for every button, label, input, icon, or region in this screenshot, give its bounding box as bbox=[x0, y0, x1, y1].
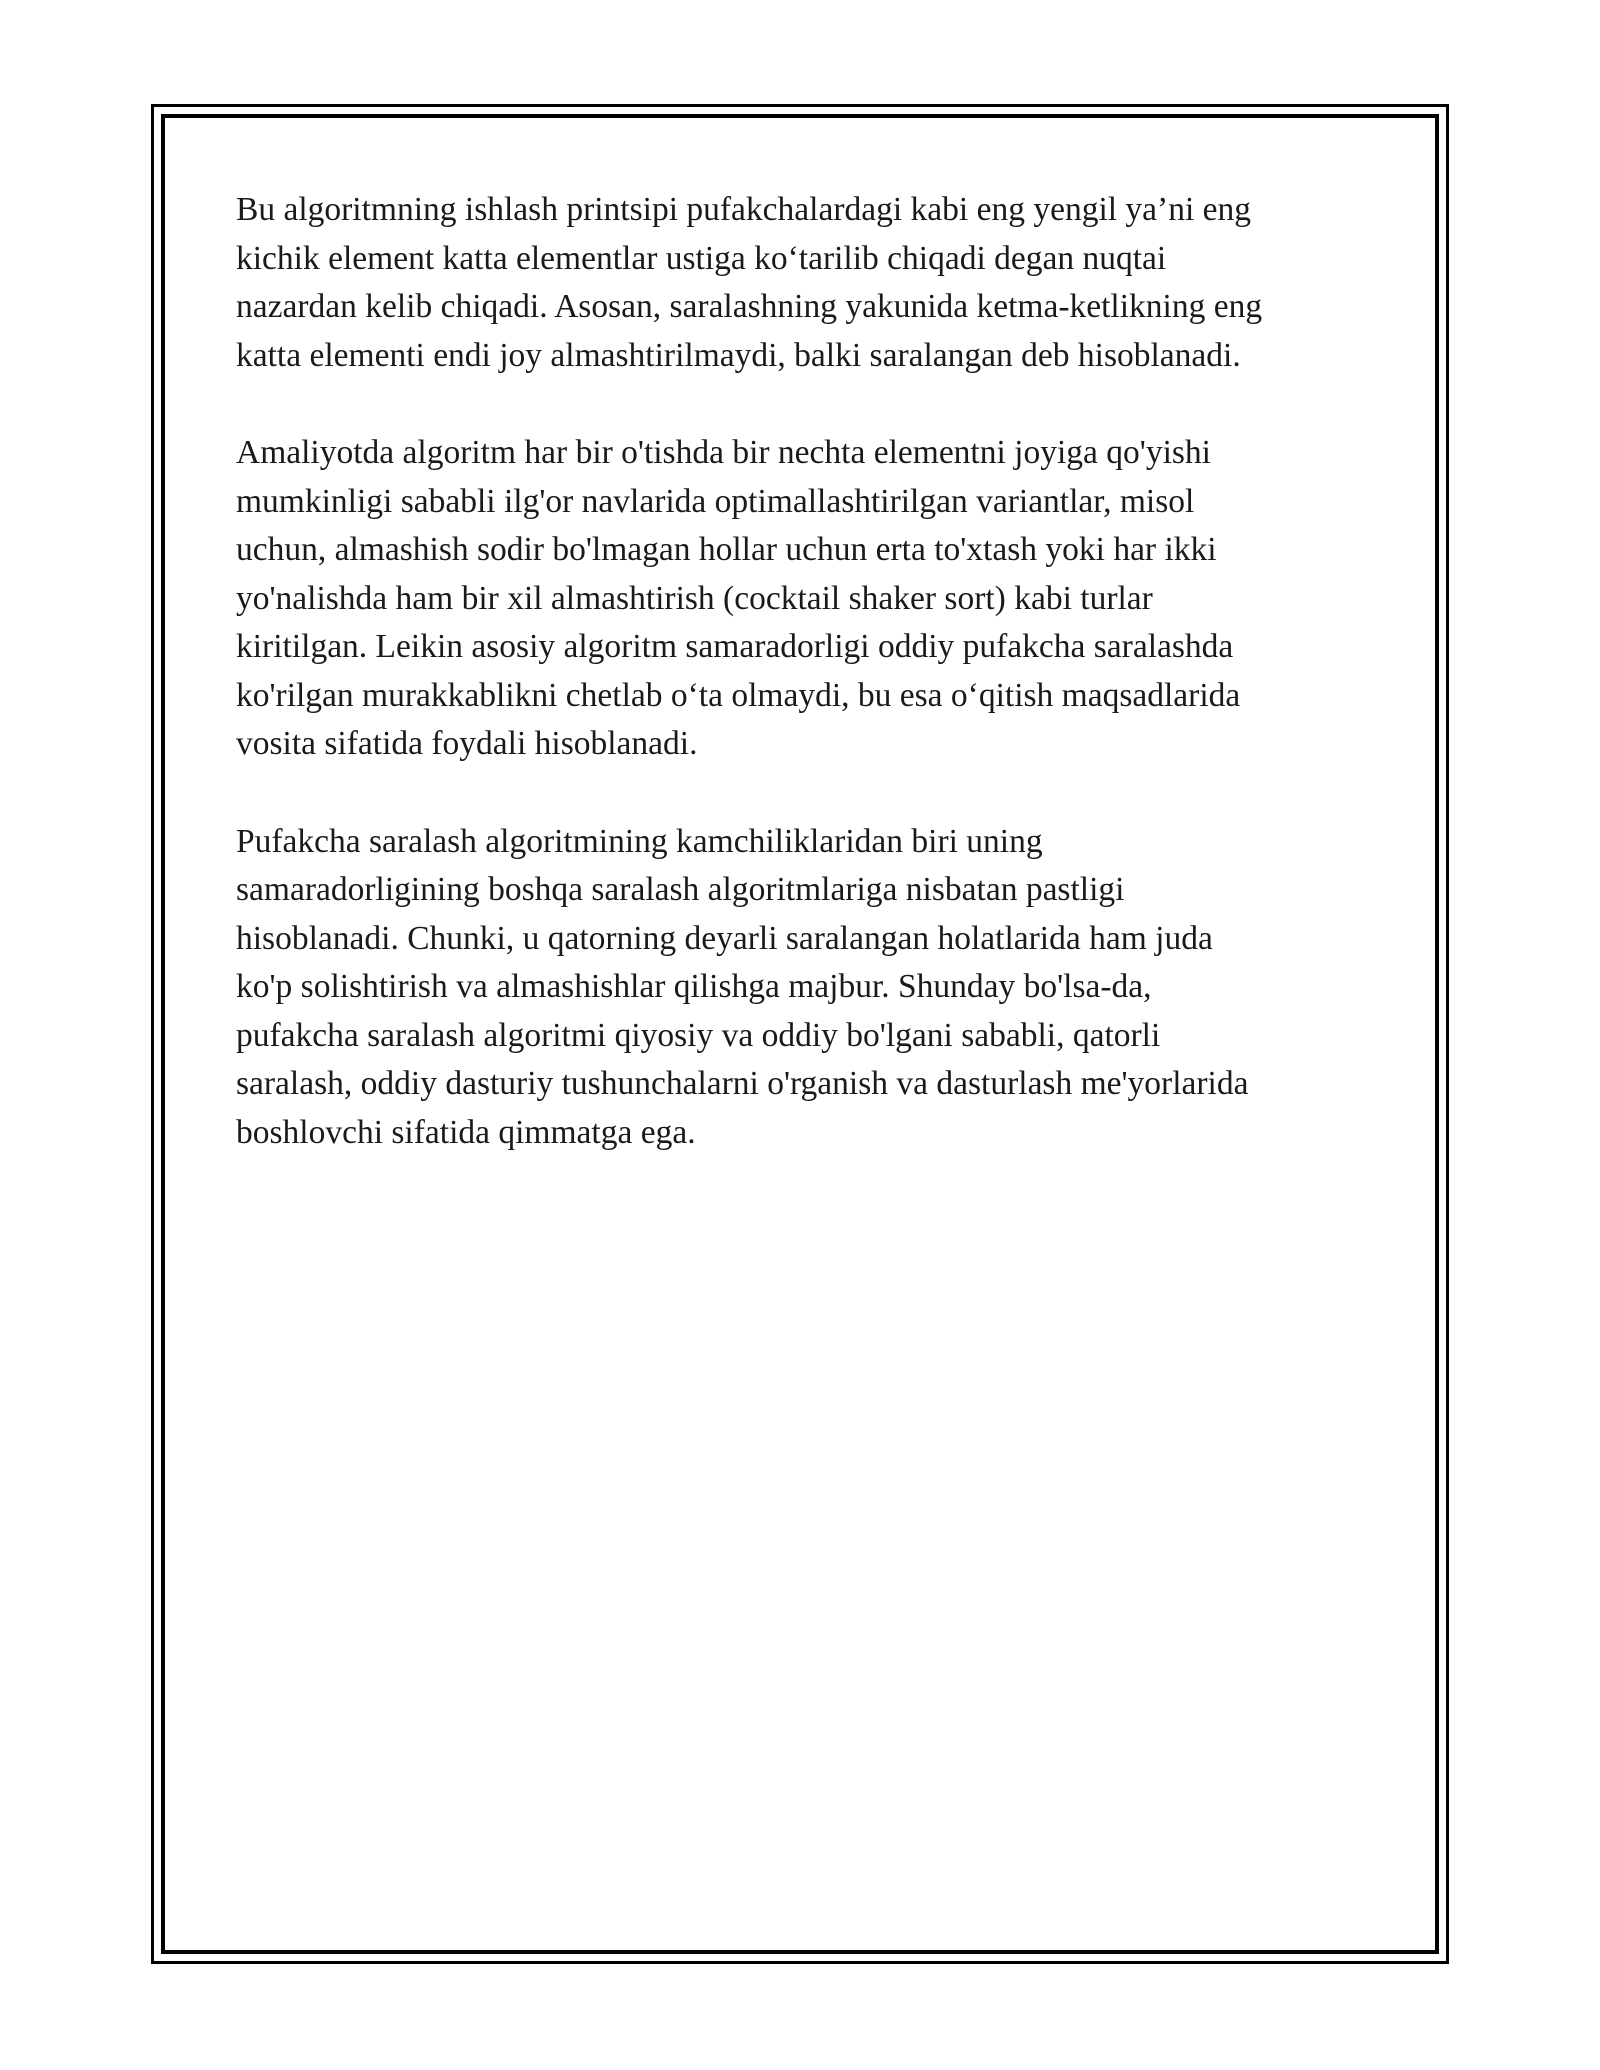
paragraph-line: mumkinligi sababli ilg'or navlarida optimallashtirilgan variantlar, misol bbox=[236, 482, 1195, 520]
paragraph-2 bbox=[236, 429, 1376, 769]
paragraph-line: kiritilgan. Leikin asosiy algoritm samaradorligi oddiy pufakcha saralashda bbox=[236, 628, 1234, 665]
paragraph-1 bbox=[236, 186, 1376, 380]
paragraph-line: uchun, almashish sodir bo'lmagan hollar uchun erta to'xtash yoki har ikki bbox=[236, 531, 1217, 568]
paragraph-line: ko'p solishtirish va almashishlar qilishga majbur. Shunday bo'lsa-da, bbox=[236, 968, 1152, 1005]
paragraph-line: vosita sifatida foydali hisoblanadi. bbox=[236, 725, 698, 762]
paragraph-line: kichik element katta elementlar ustiga ko‘tarilib chiqadi degan nuqtai bbox=[236, 239, 1167, 277]
paragraph-line: yo'nalishda ham bir xil almashtirish (cocktail shaker sort) kabi turlar bbox=[236, 579, 1153, 617]
paragraph-line: Bu algoritmning ishlash printsipi pufakchalardagi kabi eng yengil ya’ni eng bbox=[236, 191, 1252, 228]
paragraph-line: Amaliyotda algoritm har bir o'tishda bir nechta elementni joyiga qo'yishi bbox=[236, 434, 1211, 471]
paragraph-line: samaradorligining boshqa saralash algoritmlariga nisbatan pastligi bbox=[236, 871, 1125, 908]
paragraph-line: ko'rilgan murakkablikni chetlab o‘ta olmaydi, bu esa o‘qitish maqsadlarida bbox=[236, 676, 1241, 714]
paragraph-line: katta elementi endi joy almashtirilmaydi, balki saralangan deb hisoblanadi. bbox=[236, 336, 1241, 374]
paragraph-line: pufakcha saralash algoritmi qiyosiy va oddiy bo'lgani sababli, qatorli bbox=[236, 1016, 1161, 1054]
paragraph-3 bbox=[236, 818, 1376, 1158]
paragraph-line: saralash, oddiy dasturiy tushunchalarni o'rganish va dasturlash me'yorlarida bbox=[236, 1065, 1249, 1102]
document-body bbox=[236, 186, 1376, 1206]
paragraph-line: Pufakcha saralash algoritmining kamchiliklaridan biri uning bbox=[236, 822, 1043, 860]
paragraph-line: hisoblanadi. Chunki, u qatorning deyarli saralangan holatlarida ham juda bbox=[236, 919, 1213, 957]
paragraph-line: boshlovchi sifatida qimmatga ega. bbox=[236, 1113, 696, 1151]
paragraph-line: nazardan kelib chiqadi. Asosan, saralashning yakunida ketma-ketlikning eng bbox=[236, 288, 1263, 325]
